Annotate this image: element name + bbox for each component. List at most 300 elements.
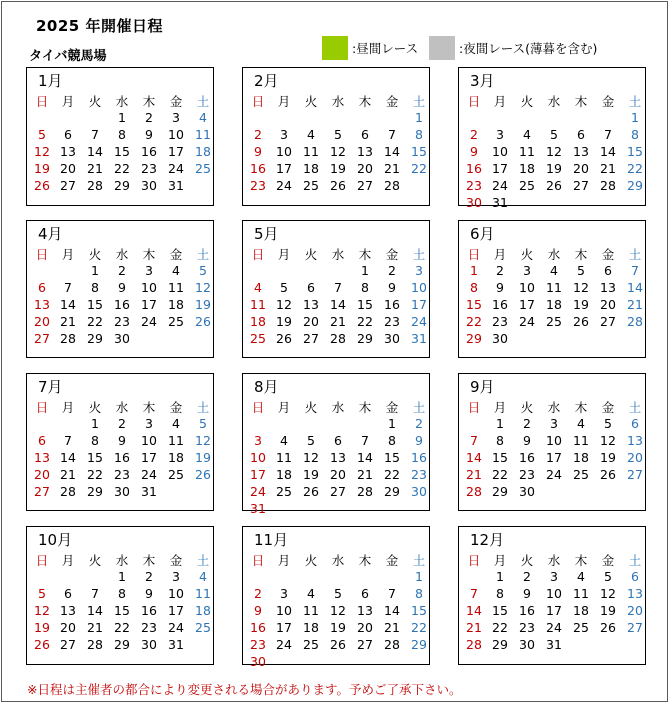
- weekday-label: 金: [385, 400, 399, 415]
- month-block: [26, 373, 214, 511]
- weekday-label: 月: [61, 553, 75, 568]
- weekday-label: 木: [574, 400, 588, 415]
- day-cell: 14: [87, 144, 103, 159]
- weekday-label: 月: [493, 247, 507, 262]
- day-cell: 14: [466, 450, 482, 465]
- day-cell: 23: [141, 161, 157, 176]
- day-cell: 24: [168, 620, 184, 635]
- day-cell: 1: [470, 263, 478, 278]
- day-cell: 8: [118, 586, 126, 601]
- day-cell: 30: [466, 195, 482, 210]
- week-row: [459, 415, 645, 432]
- day-cell: 10: [492, 144, 508, 159]
- day-cell: 29: [492, 484, 508, 499]
- weekday-header: [27, 246, 213, 263]
- day-cell: 12: [546, 144, 562, 159]
- day-cell: 31: [546, 637, 562, 652]
- day-cell: 24: [546, 620, 562, 635]
- day-cell: 9: [388, 280, 396, 295]
- weekday-label: 金: [385, 94, 399, 109]
- day-cell: 21: [600, 161, 616, 176]
- weekday-label: 金: [601, 553, 615, 568]
- weekday-label: 土: [196, 553, 210, 568]
- day-cell: 17: [276, 620, 292, 635]
- day-cell: 11: [250, 297, 266, 312]
- weekday-label: 木: [358, 553, 372, 568]
- day-cell: 12: [573, 280, 589, 295]
- weekday-label: 金: [169, 94, 183, 109]
- weekday-label: 土: [412, 247, 426, 262]
- month-block: [458, 373, 646, 511]
- day-cell: 30: [492, 331, 508, 346]
- day-cell: 1: [361, 263, 369, 278]
- day-cell: 9: [118, 433, 126, 448]
- weekday-label: 木: [574, 247, 588, 262]
- day-cell: 5: [199, 263, 207, 278]
- weekday-label: 日: [35, 247, 49, 262]
- day-cell: 31: [168, 178, 184, 193]
- day-cell: 3: [523, 263, 531, 278]
- day-cell: 21: [466, 467, 482, 482]
- day-cell: 20: [330, 467, 346, 482]
- day-cell: 15: [357, 297, 373, 312]
- day-cell: 11: [168, 280, 184, 295]
- week-row: [27, 432, 213, 449]
- day-cell: 20: [357, 161, 373, 176]
- day-cell: 19: [546, 161, 562, 176]
- week-row: [27, 466, 213, 483]
- day-cell: 22: [114, 161, 130, 176]
- day-cell: 28: [627, 314, 643, 329]
- day-cell: 11: [546, 280, 562, 295]
- day-cell: 1: [415, 110, 423, 125]
- day-cell: 28: [60, 331, 76, 346]
- day-cell: 24: [276, 178, 292, 193]
- weekday-label: 金: [601, 94, 615, 109]
- day-cell: 30: [384, 331, 400, 346]
- week-row: [27, 313, 213, 330]
- weekday-header: [27, 552, 213, 569]
- day-cell: 22: [87, 467, 103, 482]
- day-cell: 14: [600, 144, 616, 159]
- month-block: [26, 220, 214, 358]
- day-cell: 13: [60, 144, 76, 159]
- weekday-label: 金: [601, 400, 615, 415]
- day-cell: 2: [523, 416, 531, 431]
- day-cell: 21: [60, 467, 76, 482]
- month-name: 1月: [38, 72, 63, 90]
- weekday-header: [459, 246, 645, 263]
- week-row: [27, 177, 213, 194]
- day-cell: 10: [141, 280, 157, 295]
- day-cell: 27: [600, 314, 616, 329]
- week-row: [459, 568, 645, 585]
- week-row: [243, 279, 429, 296]
- day-cell: 29: [492, 637, 508, 652]
- month-name: 8月: [254, 378, 279, 396]
- weekday-header: [27, 399, 213, 416]
- day-cell: 3: [145, 416, 153, 431]
- day-cell: 18: [303, 620, 319, 635]
- day-cell: 28: [600, 178, 616, 193]
- day-cell: 26: [330, 637, 346, 652]
- day-cell: 6: [631, 416, 639, 431]
- weekday-label: 日: [467, 94, 481, 109]
- day-cell: 1: [415, 569, 423, 584]
- weekday-label: 日: [251, 553, 265, 568]
- weekday-label: 金: [601, 247, 615, 262]
- day-cell: 23: [411, 467, 427, 482]
- day-cell: 8: [388, 433, 396, 448]
- day-cell: 29: [87, 484, 103, 499]
- day-cell: 17: [168, 144, 184, 159]
- weekday-label: 木: [142, 247, 156, 262]
- week-row: [459, 279, 645, 296]
- weekday-label: 金: [169, 553, 183, 568]
- week-row: [459, 313, 645, 330]
- day-cell: 19: [34, 161, 50, 176]
- day-cell: 10: [250, 450, 266, 465]
- day-cell: 4: [307, 127, 315, 142]
- day-cell: 12: [600, 586, 616, 601]
- week-row: [243, 126, 429, 143]
- weekday-label: 金: [169, 400, 183, 415]
- week-row: [459, 109, 645, 126]
- day-cell: 14: [466, 603, 482, 618]
- schedule-note: ※日程は主催者の都合により変更される場合があります。予めご了承下さい。: [27, 682, 462, 697]
- day-cell: 22: [87, 314, 103, 329]
- week-row: [243, 415, 429, 432]
- week-row: [459, 296, 645, 313]
- weekday-label: 火: [88, 400, 102, 415]
- day-cell: 3: [496, 127, 504, 142]
- day-cell: 28: [384, 178, 400, 193]
- week-row: [459, 160, 645, 177]
- weekday-label: 土: [412, 553, 426, 568]
- day-cell: 12: [330, 144, 346, 159]
- weekday-label: 水: [547, 94, 561, 109]
- day-cell: 16: [519, 603, 535, 618]
- day-cell: 19: [600, 603, 616, 618]
- day-cell: 17: [546, 603, 562, 618]
- day-cell: 6: [631, 569, 639, 584]
- weekday-label: 水: [115, 94, 129, 109]
- day-cell: 26: [303, 484, 319, 499]
- day-cell: 29: [87, 331, 103, 346]
- day-cell: 6: [307, 280, 315, 295]
- week-row: [243, 449, 429, 466]
- day-cell: 20: [573, 161, 589, 176]
- month-name: 6月: [470, 225, 495, 243]
- month-name: 4月: [38, 225, 63, 243]
- weekday-header: [459, 552, 645, 569]
- day-cell: 22: [411, 161, 427, 176]
- day-cell: 29: [411, 637, 427, 652]
- day-cell: 31: [250, 501, 266, 516]
- day-cell: 2: [415, 416, 423, 431]
- day-cell: 16: [466, 161, 482, 176]
- day-cell: 13: [357, 144, 373, 159]
- weekday-label: 水: [547, 247, 561, 262]
- day-cell: 22: [466, 314, 482, 329]
- day-cell: 19: [330, 161, 346, 176]
- weekday-header: [243, 552, 429, 569]
- day-cell: 24: [492, 178, 508, 193]
- month-name: 11月: [254, 531, 289, 549]
- day-cell: 18: [195, 144, 211, 159]
- day-cell: 22: [492, 620, 508, 635]
- weekday-label: 火: [520, 400, 534, 415]
- week-row: [243, 619, 429, 636]
- week-row: [243, 330, 429, 347]
- day-cell: 6: [64, 127, 72, 142]
- day-cell: 25: [303, 637, 319, 652]
- day-cell: 9: [145, 586, 153, 601]
- day-cell: 2: [388, 263, 396, 278]
- day-cell: 11: [303, 144, 319, 159]
- month-block: [242, 373, 430, 516]
- day-cell: 24: [276, 637, 292, 652]
- day-cell: 11: [519, 144, 535, 159]
- weekday-label: 金: [385, 553, 399, 568]
- week-row: [243, 296, 429, 313]
- day-cell: 10: [168, 127, 184, 142]
- day-cell: 5: [334, 586, 342, 601]
- week-row: [243, 636, 429, 653]
- weekday-label: 日: [467, 400, 481, 415]
- day-cell: 16: [519, 450, 535, 465]
- day-cell: 17: [168, 603, 184, 618]
- weekday-label: 日: [467, 553, 481, 568]
- week-row: [459, 466, 645, 483]
- day-cell: 2: [254, 586, 262, 601]
- weekday-label: 火: [520, 247, 534, 262]
- month-block: [458, 220, 646, 358]
- day-cell: 25: [168, 314, 184, 329]
- day-cell: 26: [276, 331, 292, 346]
- day-cell: 27: [60, 637, 76, 652]
- weekday-label: 土: [196, 247, 210, 262]
- day-cell: 7: [388, 586, 396, 601]
- day-cell: 28: [330, 331, 346, 346]
- day-cell: 7: [361, 433, 369, 448]
- day-cell: 30: [114, 331, 130, 346]
- week-row: [243, 602, 429, 619]
- day-cell: 10: [276, 144, 292, 159]
- weekday-label: 土: [628, 247, 642, 262]
- weekday-label: 木: [142, 553, 156, 568]
- day-cell: 15: [492, 603, 508, 618]
- weekday-label: 日: [467, 247, 481, 262]
- day-cell: 8: [91, 433, 99, 448]
- week-row: [459, 194, 645, 211]
- day-cell: 19: [573, 297, 589, 312]
- day-cell: 3: [550, 416, 558, 431]
- day-cell: 25: [573, 620, 589, 635]
- week-row: [243, 109, 429, 126]
- weekday-label: 日: [35, 400, 49, 415]
- weekday-label: 火: [304, 400, 318, 415]
- day-cell: 9: [145, 127, 153, 142]
- day-cell: 4: [577, 416, 585, 431]
- day-cell: 14: [87, 603, 103, 618]
- day-cell: 5: [577, 263, 585, 278]
- day-cell: 13: [330, 450, 346, 465]
- day-cell: 21: [60, 314, 76, 329]
- day-cell: 25: [168, 467, 184, 482]
- day-cell: 26: [600, 620, 616, 635]
- weekday-label: 月: [493, 94, 507, 109]
- weekday-label: 日: [251, 400, 265, 415]
- day-cell: 14: [357, 450, 373, 465]
- weekday-label: 土: [628, 400, 642, 415]
- day-cell: 26: [34, 178, 50, 193]
- day-cell: 19: [303, 467, 319, 482]
- week-row: [27, 296, 213, 313]
- day-cell: 17: [411, 297, 427, 312]
- day-cell: 13: [573, 144, 589, 159]
- day-cell: 25: [195, 620, 211, 635]
- week-row: [27, 262, 213, 279]
- day-cell: 18: [168, 297, 184, 312]
- weekday-label: 火: [520, 553, 534, 568]
- month-block: [242, 526, 430, 669]
- day-cell: 10: [546, 586, 562, 601]
- day-cell: 13: [34, 450, 50, 465]
- day-cell: 4: [172, 263, 180, 278]
- day-cell: 1: [631, 110, 639, 125]
- day-cell: 21: [627, 297, 643, 312]
- weekday-label: 土: [196, 400, 210, 415]
- day-cell: 26: [34, 637, 50, 652]
- day-cell: 18: [195, 603, 211, 618]
- day-cell: 2: [118, 416, 126, 431]
- day-cell: 12: [303, 450, 319, 465]
- venue-name: タイバ競馬場: [29, 49, 107, 64]
- day-cell: 7: [631, 263, 639, 278]
- day-cell: 8: [415, 586, 423, 601]
- weekday-label: 土: [196, 94, 210, 109]
- day-cell: 4: [199, 110, 207, 125]
- day-cell: 27: [34, 331, 50, 346]
- day-cell: 4: [254, 280, 262, 295]
- weekday-header: [459, 399, 645, 416]
- weekday-label: 水: [331, 553, 345, 568]
- day-cell: 3: [415, 263, 423, 278]
- day-cell: 13: [627, 433, 643, 448]
- day-cell: 19: [600, 450, 616, 465]
- day-cell: 11: [573, 586, 589, 601]
- day-cell: 16: [250, 620, 266, 635]
- day-cell: 7: [470, 433, 478, 448]
- day-cell: 23: [519, 620, 535, 635]
- day-cell: 16: [141, 144, 157, 159]
- day-cell: 18: [546, 297, 562, 312]
- week-row: [459, 449, 645, 466]
- week-row: [243, 585, 429, 602]
- day-cell: 10: [168, 586, 184, 601]
- day-cell: 20: [60, 620, 76, 635]
- day-cell: 22: [357, 314, 373, 329]
- day-cell: 26: [330, 178, 346, 193]
- day-cell: 27: [34, 484, 50, 499]
- day-cell: 5: [550, 127, 558, 142]
- day-cell: 1: [91, 416, 99, 431]
- day-cell: 17: [276, 161, 292, 176]
- day-cell: 8: [470, 280, 478, 295]
- day-cell: 28: [60, 484, 76, 499]
- day-cell: 24: [141, 467, 157, 482]
- month-name: 7月: [38, 378, 63, 396]
- day-cell: 17: [250, 467, 266, 482]
- day-cell: 19: [195, 450, 211, 465]
- weekday-label: 金: [169, 247, 183, 262]
- day-cell: 21: [330, 314, 346, 329]
- day-cell: 18: [250, 314, 266, 329]
- day-cell: 6: [38, 433, 46, 448]
- day-cell: 5: [334, 127, 342, 142]
- weekday-label: 木: [358, 400, 372, 415]
- weekday-label: 木: [358, 94, 372, 109]
- month-name: 10月: [38, 531, 73, 549]
- day-cell: 18: [573, 603, 589, 618]
- day-cell: 21: [87, 161, 103, 176]
- day-cell: 23: [466, 178, 482, 193]
- day-cell: 1: [496, 416, 504, 431]
- day-cell: 16: [114, 450, 130, 465]
- day-cell: 1: [91, 263, 99, 278]
- day-cell: 29: [114, 637, 130, 652]
- day-cell: 20: [303, 314, 319, 329]
- day-cell: 8: [631, 127, 639, 142]
- weekday-label: 火: [304, 247, 318, 262]
- day-cell: 4: [307, 586, 315, 601]
- day-cell: 15: [384, 450, 400, 465]
- weekday-label: 月: [277, 400, 291, 415]
- day-cell: 4: [280, 433, 288, 448]
- day-cell: 27: [627, 467, 643, 482]
- day-cell: 26: [546, 178, 562, 193]
- day-cell: 16: [492, 297, 508, 312]
- month-name: 3月: [470, 72, 495, 90]
- day-cell: 28: [357, 484, 373, 499]
- day-cell: 9: [118, 280, 126, 295]
- week-row: [243, 653, 429, 670]
- day-cell: 22: [492, 467, 508, 482]
- day-cell: 7: [470, 586, 478, 601]
- day-cell: 4: [577, 569, 585, 584]
- week-row: [459, 483, 645, 500]
- weekday-label: 木: [574, 553, 588, 568]
- day-cell: 6: [361, 586, 369, 601]
- week-row: [459, 432, 645, 449]
- day-cell: 10: [519, 280, 535, 295]
- weekday-label: 火: [88, 94, 102, 109]
- day-cell: 29: [466, 331, 482, 346]
- day-cell: 3: [254, 433, 262, 448]
- week-row: [27, 483, 213, 500]
- day-cell: 3: [280, 586, 288, 601]
- day-cell: 15: [87, 297, 103, 312]
- day-cell: 2: [496, 263, 504, 278]
- day-cell: 27: [303, 331, 319, 346]
- weekday-label: 月: [493, 400, 507, 415]
- week-row: [459, 619, 645, 636]
- day-cell: 30: [141, 178, 157, 193]
- week-row: [243, 160, 429, 177]
- day-cell: 11: [276, 450, 292, 465]
- day-cell: 30: [411, 484, 427, 499]
